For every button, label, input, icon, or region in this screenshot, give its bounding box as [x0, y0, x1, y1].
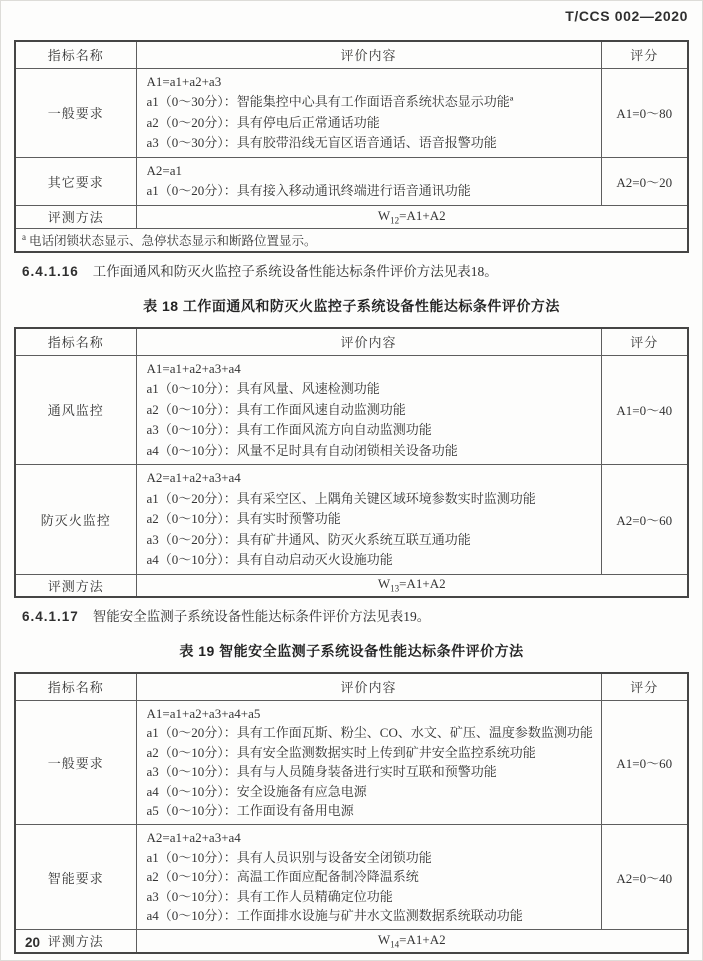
table-header-row [15, 328, 688, 355]
content-line: a1（0～20分）：具有工作面瓦斯、粉尘、CO、水文、矿压、温度参数监测功能 [146, 725, 593, 741]
row-score-cell: A2=0～60 [601, 465, 688, 575]
row-content-cell [136, 68, 601, 157]
content-line: a2（0～10分）：具有工作面风速自动监测功能 [146, 401, 406, 417]
content-line: a1（0～10分）：具有人员识别与设备安全闭锁功能 [146, 849, 432, 865]
row-name-cell: 智能要求 [15, 825, 136, 930]
content-line: a3（0～20分）：具有矿井通风、防灭火系统互联互通功能 [146, 531, 471, 547]
method-formula-cell [136, 205, 688, 228]
method-label-cell: 评测方法 [15, 574, 136, 597]
content-line: a5（0～10分）：工作面设有备用电源 [146, 803, 354, 819]
row-name-cell: 一般要求 [15, 700, 136, 825]
row-name-cell: 其它要求 [15, 157, 136, 205]
content-line: a2（0～20分）：具有停电后正常通话功能 [146, 114, 380, 130]
formula-rest: =A1+A2 [399, 931, 446, 947]
method-label-cell: 评测方法 [15, 930, 136, 953]
section-number: 6.4.1.16 [22, 264, 79, 279]
content-line: A1=a1+a2+a3+a4 [146, 360, 241, 376]
table-voice-system [14, 40, 689, 253]
row-score-cell: A2=0～40 [601, 825, 688, 930]
row-content-cell [136, 157, 601, 205]
content-line: A2=a1+a2+a3+a4 [146, 470, 241, 485]
page-content [14, 40, 689, 954]
content-line: a2（0～10分）：具有实时预警功能 [146, 511, 341, 526]
content-line: a4（0～10分）：具有自动启动灭火设施功能 [146, 552, 393, 567]
header-cell-indicator: 指标名称 [15, 673, 136, 700]
content-line: A1=a1+a2+a3+a4+a5 [146, 705, 261, 721]
table-18 [14, 327, 689, 598]
content-line: a4（0～10分）：安全设施备有应急电源 [146, 783, 367, 799]
footnote-row [15, 228, 688, 252]
page-number: 20 [25, 935, 41, 950]
row-name-cell: 一般要求 [15, 68, 136, 157]
content-line: A2=a1 [146, 162, 182, 178]
header-cell-indicator: 指标名称 [15, 328, 136, 355]
row-score-cell: A1=0～80 [601, 68, 688, 157]
header-cell-score: 评分 [601, 328, 688, 355]
content-line: a3（0～10分）：具有工作面风流方向自动监测功能 [146, 422, 432, 437]
header-cell-indicator: 指标名称 [15, 41, 136, 68]
content-line: a1（0～20分）：具有采空区、上隅角关键区域环境参数实时监测功能 [146, 490, 536, 506]
table-19 [14, 672, 689, 954]
header-cell-content: 评价内容 [136, 673, 601, 700]
content-line: a3（0～10分）：具有与人员随身装备进行实时互联和预警功能 [146, 764, 497, 780]
row-score-cell: A2=0～20 [601, 157, 688, 205]
method-row [15, 930, 688, 953]
section-text: 工作面通风和防灭火监控子系统设备性能达标条件评价方法见表18。 [92, 264, 498, 279]
section-heading-6-4-1-17 [22, 608, 689, 626]
table-row [15, 825, 688, 930]
content-line: A1=a1+a2+a3 [146, 73, 222, 89]
row-content-cell [136, 355, 601, 465]
table-row [15, 355, 688, 465]
formula-rest: =A1+A2 [399, 207, 446, 223]
section-text: 智能安全监测子系统设备性能达标条件评价方法见表19。 [92, 609, 431, 624]
section-heading-6-4-1-16 [22, 263, 689, 281]
header-cell-content: 评价内容 [136, 328, 601, 355]
formula-base: W [377, 576, 391, 592]
content-line: a4（0～10分）：风量不足时具有自动闭锁相关设备功能 [146, 442, 458, 458]
method-row [15, 574, 688, 597]
method-formula-cell [136, 574, 688, 597]
table-row [15, 700, 688, 825]
table-row [15, 465, 688, 575]
row-name-cell: 防灭火监控 [15, 465, 136, 575]
row-content-cell [136, 700, 601, 825]
table-row [15, 68, 688, 157]
table-header-row [15, 673, 688, 700]
content-line: a1（0～30分）：智能集控中心具有工作面语音系统状态显示功能ª [146, 94, 514, 109]
content-line: a2（0～10分）：高温工作面应配备制冷降温系统 [146, 869, 419, 885]
formula-base: W [377, 207, 391, 223]
header-cell-score: 评分 [601, 673, 688, 700]
content-line: a4（0～10分）：工作面排水设施与矿井水文监测数据系统联动功能 [146, 908, 523, 924]
method-row [15, 205, 688, 228]
footnote-cell [15, 228, 688, 252]
content-line: a2（0～10分）：具有安全监测数据实时上传到矿井安全监控系统功能 [146, 744, 536, 760]
formula-rest: =A1+A2 [399, 576, 446, 592]
section-number: 6.4.1.17 [22, 609, 79, 624]
formula-base: W [377, 931, 391, 947]
table-row [15, 157, 688, 205]
doc-number: T/CCS 002—2020 [565, 8, 688, 24]
table-19-title: 表 19 智能安全监测子系统设备性能达标条件评价方法 [179, 643, 524, 659]
content-line: A2=a1+a2+a3+a4 [146, 830, 241, 846]
content-line: a3（0～10分）：具有工作人员精确定位功能 [146, 888, 393, 904]
formula-subscript: 14 [390, 939, 400, 950]
formula-subscript: 13 [390, 584, 400, 595]
content-line: a1（0～10分）：具有风量、风速检测功能 [146, 381, 380, 396]
table-header-row [15, 41, 688, 68]
content-line: a3（0～30分）：具有胶带沿线无盲区语音通话、语音报警功能 [146, 135, 497, 150]
method-label-cell: 评测方法 [15, 205, 136, 228]
formula-subscript: 12 [390, 215, 400, 226]
header-cell-score: 评分 [601, 41, 688, 68]
header-cell-content: 评价内容 [136, 41, 601, 68]
row-name-cell: 通风监控 [15, 355, 136, 465]
row-score-cell: A1=0～40 [601, 355, 688, 465]
row-content-cell [136, 825, 601, 930]
footnote-text: 电话闭锁状态显示、急停状态显示和断路位置显示。 [29, 233, 317, 248]
content-line: a1（0～20分）：具有接入移动通讯终端进行语音通讯功能 [146, 183, 471, 198]
footnote-marker: a [22, 231, 26, 242]
method-formula-cell [136, 930, 688, 953]
table-18-title: 表 18 工作面通风和防灭火监控子系统设备性能达标条件评价方法 [143, 298, 560, 314]
row-content-cell [136, 465, 601, 575]
row-score-cell: A1=0～60 [601, 700, 688, 825]
